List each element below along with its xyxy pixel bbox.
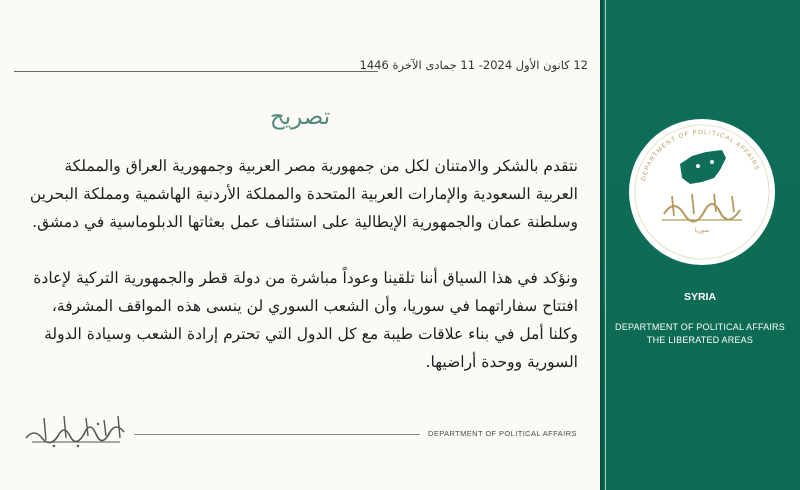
date-header [14, 58, 588, 78]
sidebar-edge-light [605, 0, 606, 490]
footer-department-label: DEPARTMENT OF POLITICAL AFFAIRS [428, 429, 577, 438]
statement-paragraph-1: نتقدم بالشكر والامتنان لكل من جمهورية مصر العربية وجمهورية العراق والمملكة العربية السعودية والإمارات العربية المتحدة والمملكة الأردنية الهاشمية ومملكة البحرين وسلطنة عمان والجمهورية الإيطالية على استئناف عمل بعثاتها الدبلوماسية في دمشق. [29, 157, 578, 231]
department-line-2: THE LIBERATED AREAS [646, 335, 754, 345]
date-text: 12 كانون الأول 2024- 11 جمادى الآخرة 1446 [359, 58, 588, 72]
country-label: SYRIA [683, 291, 717, 303]
statement-title: تصريح [269, 104, 331, 130]
signature-calligraphy-logo [24, 410, 128, 450]
statement-paragraph-2: ونؤكد في هذا السياق أننا تلقينا وعوداً مباشرة من دولة قطر والجمهورية التركية لإعادة افتتاح سفاراتهما في سوريا، وأن الشعب السوري لن ينسى هذه المواقف المشرفة، وكلنا أمل في بناء علاقات طيبة مع كل الدول التي تحترم إرادة الشعب وسيادة الدولة السورية ووحدة أراضيها. [33, 269, 578, 371]
department-emblem-logo [628, 118, 776, 266]
date-divider-line [14, 71, 378, 72]
department-label [600, 321, 800, 347]
footer-divider-line [134, 434, 420, 435]
branding-sidebar [600, 0, 800, 490]
svg-text:DEPARTMENT OF POLITICAL AFFAIR: DEPARTMENT OF POLITICAL AFFAIRS [640, 128, 761, 182]
emblem-sub-text: سوريا [694, 227, 710, 234]
sidebar-edge-dark [600, 0, 603, 490]
department-line-1: DEPARTMENT OF POLITICAL AFFAIRS [615, 322, 785, 332]
